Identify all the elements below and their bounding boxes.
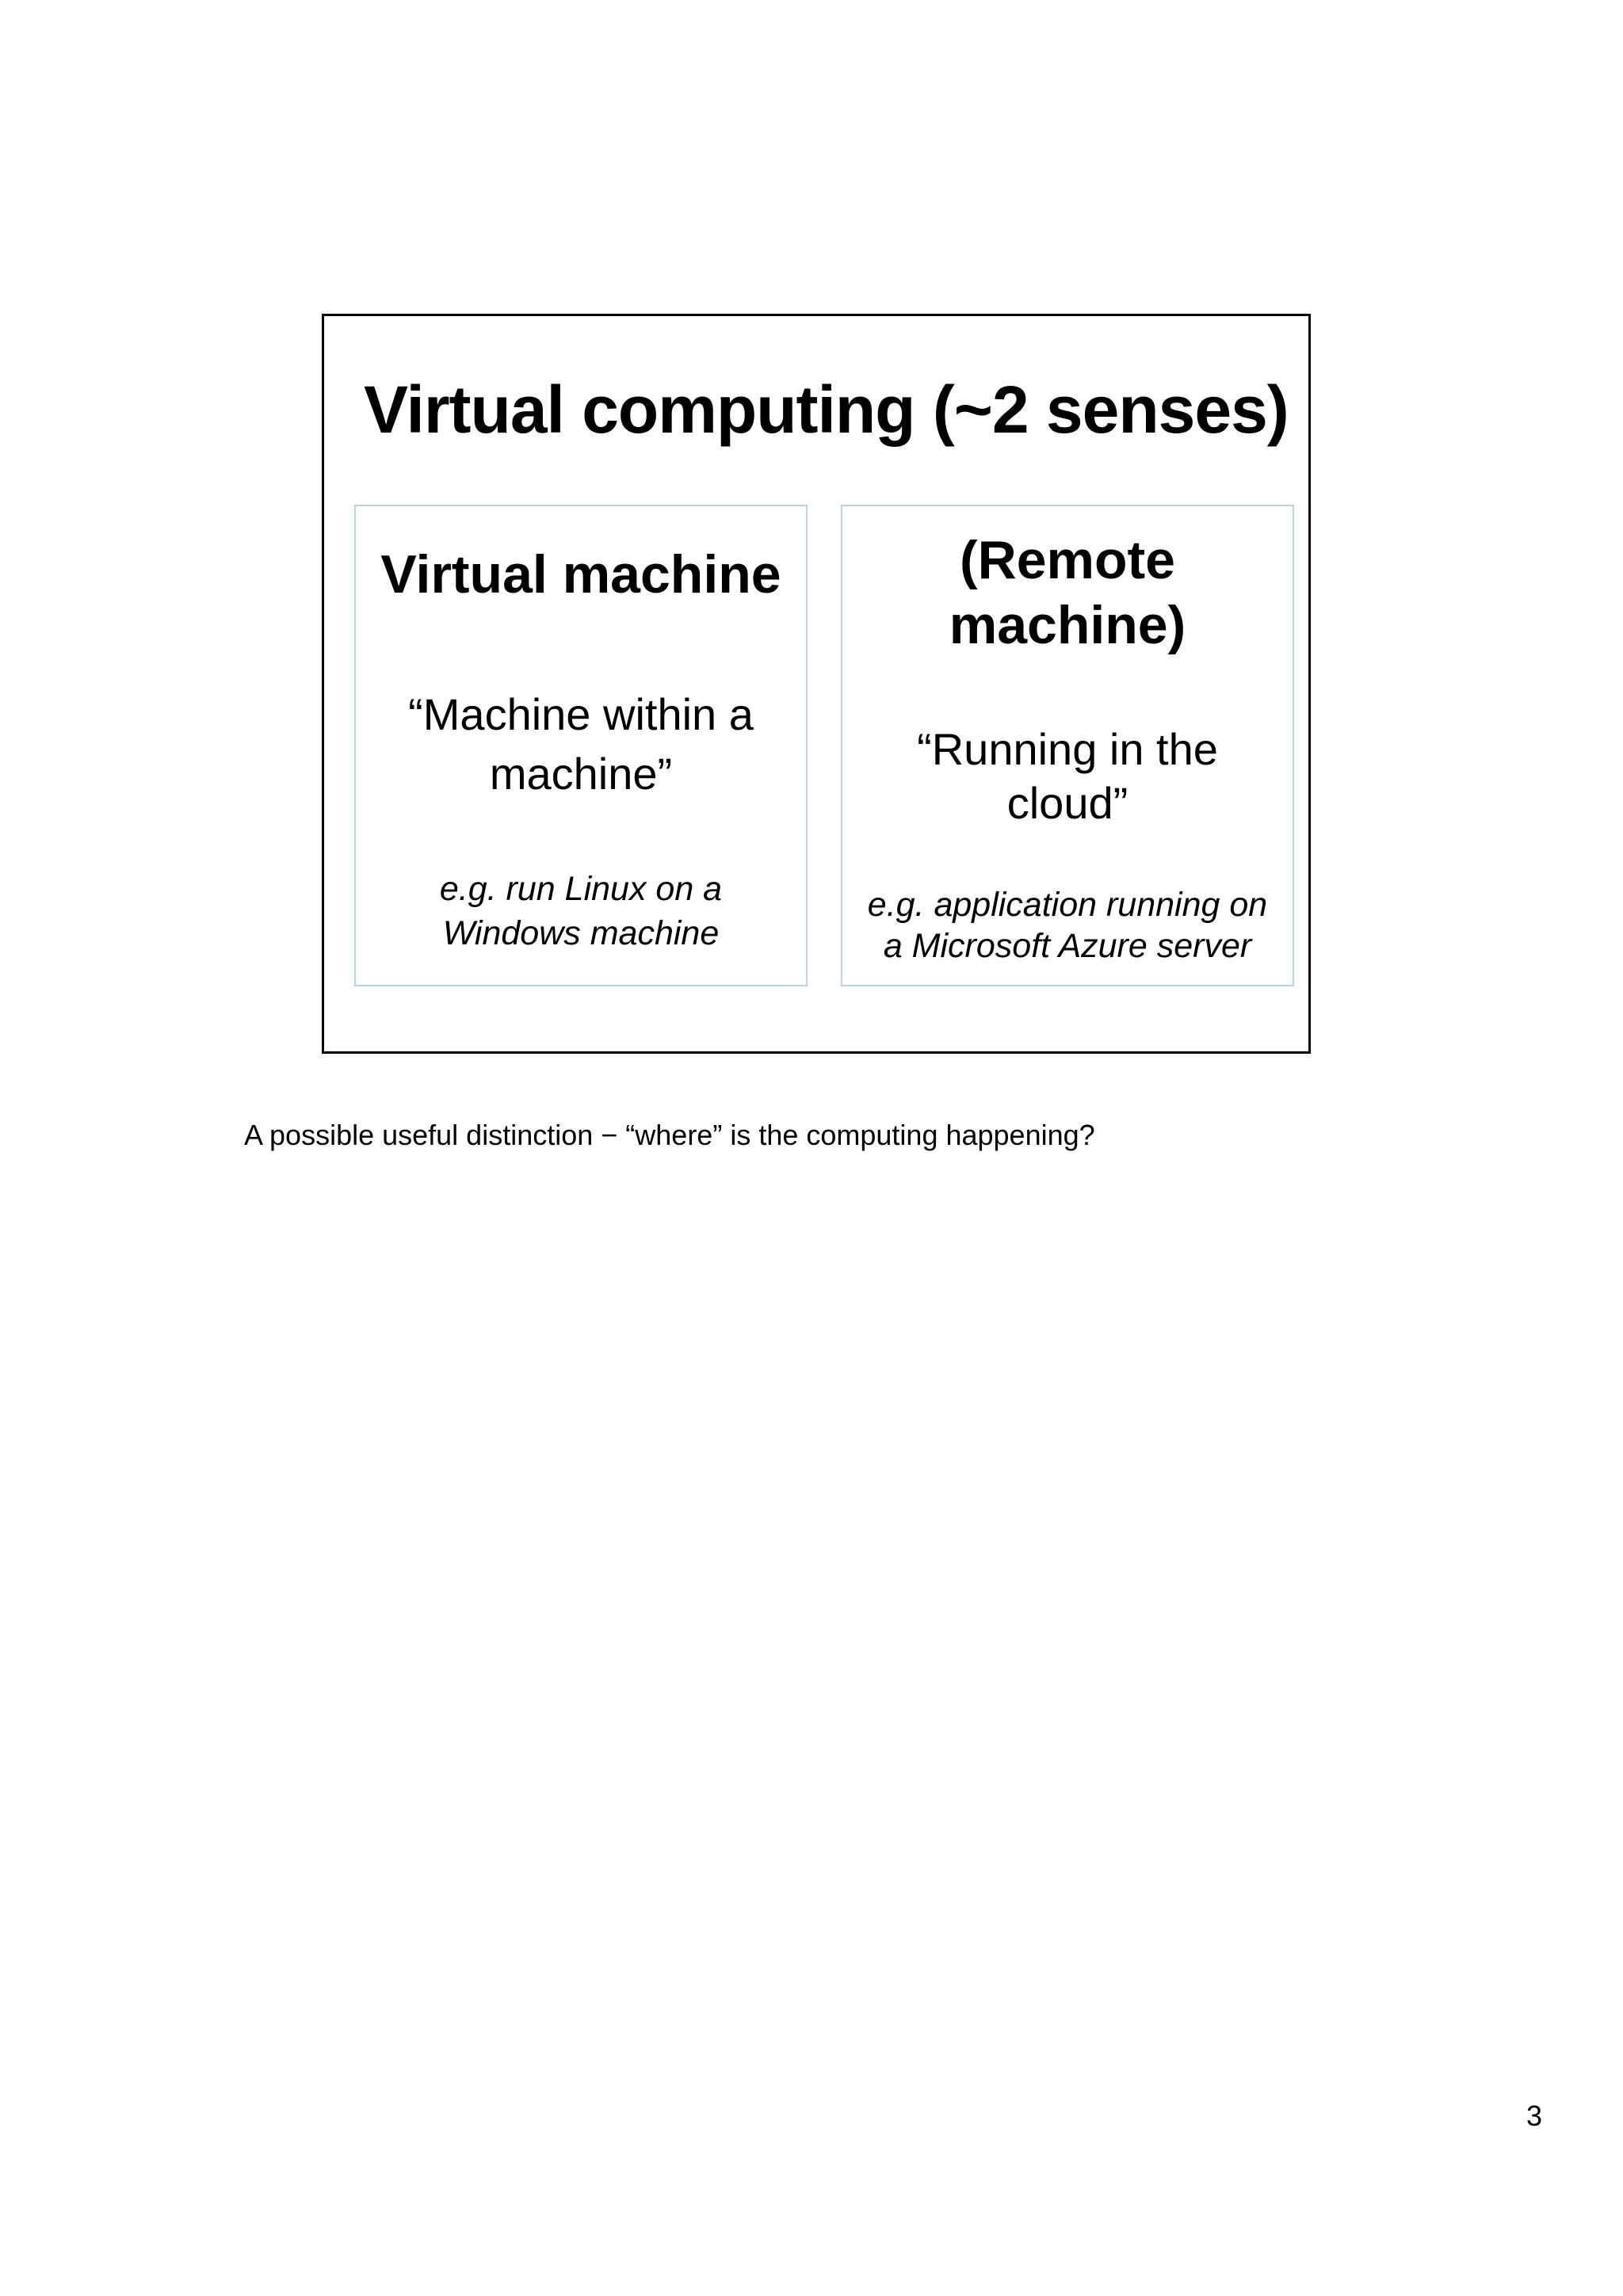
virtual-machine-example-line2: Windows machine [442,914,720,952]
page-number: 3 [1526,2100,1542,2132]
slide-frame [322,314,1311,1054]
virtual-machine-example-line1: e.g. run Linux on a [439,870,723,908]
remote-machine-heading-line1: (Remote [959,530,1176,590]
virtual-machine-quote-line1: “Machine within a [408,689,754,739]
remote-machine-box [841,505,1294,986]
virtual-machine-heading: Virtual machine [380,544,781,605]
virtual-machine-quote-line2: machine” [489,749,673,799]
remote-machine-quote-line2: cloud” [1006,778,1128,828]
remote-machine-heading-line2: machine) [949,595,1186,655]
remote-machine-example-line1: e.g. application running on [867,886,1268,924]
virtual-machine-box [354,505,808,986]
slide-note: A possible useful distinction − “where” is the computing happening? [244,1119,1095,1151]
remote-machine-quote-line1: “Running in the [917,724,1218,774]
remote-machine-example-line2: a Microsoft Azure server [883,927,1252,965]
slide-title: Virtual computing (~2 senses) [364,372,1289,447]
